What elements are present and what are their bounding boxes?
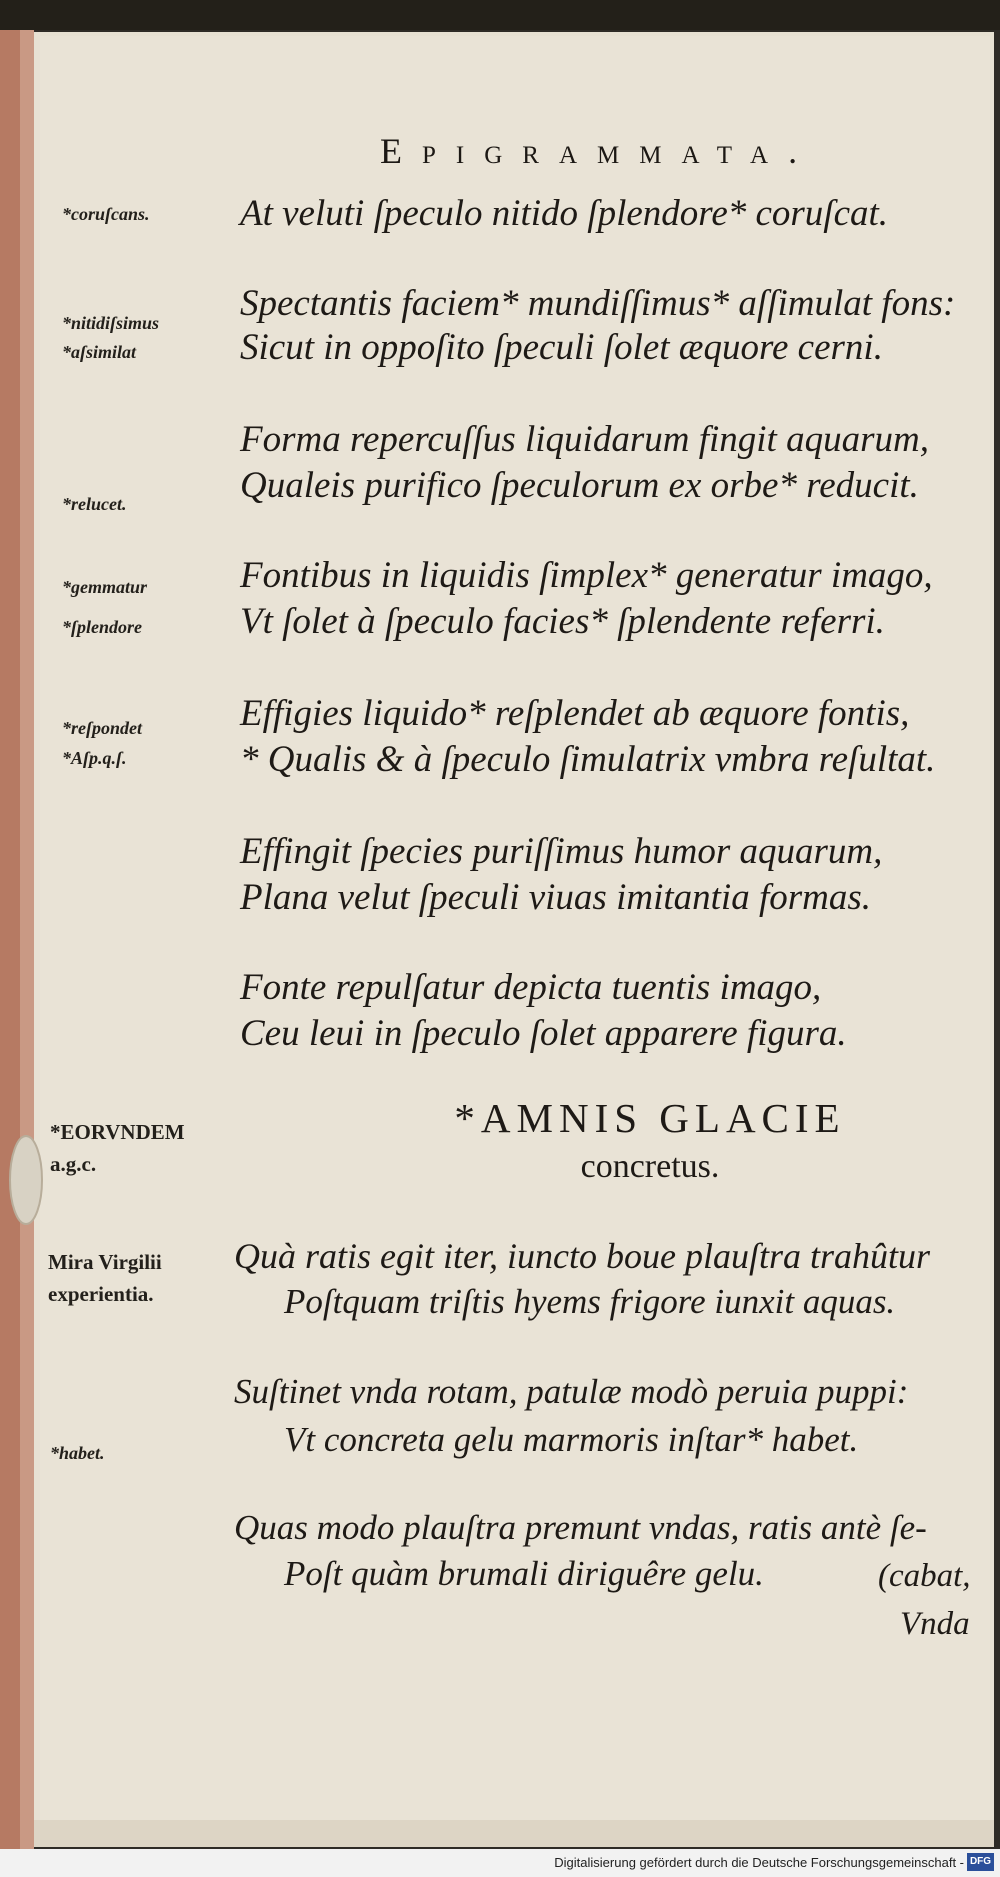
verse-line: Quà ratis egit iter, iuncto boue plauſtra trahûtur	[234, 1236, 931, 1276]
verse-line: At veluti ſpeculo nitido ſplendore* coruſcat.	[240, 193, 889, 234]
margin-note-eorundem-sub: a.g.c.	[50, 1152, 97, 1176]
verse-line: Quas modo plauſtra premunt vndas, ratis antè ſe-	[234, 1508, 927, 1547]
margin-note-experientia: experientia.	[48, 1282, 154, 1306]
verse-line: Sicut in oppoſito ſpeculi ſolet æquore cerni.	[240, 327, 883, 368]
verse-line: Vt ſolet à ſpeculo facies* ſplendente referri.	[240, 601, 885, 642]
verse-line: Qualeis purifico ſpeculorum ex orbe* reducit.	[240, 465, 919, 506]
verse-line: Ceu leui in ſpeculo ſolet apparere figura.	[240, 1013, 847, 1054]
verse-line: Poſtquam triſtis hyems frigore iunxit aquas.	[284, 1282, 896, 1321]
verse-line: Effingit ſpecies puriſſimus humor aquarum,	[240, 831, 883, 872]
margin-note-relucet: *relucet.	[62, 494, 127, 514]
verse-line: Fonte repulſatur depicta tuentis imago,	[240, 967, 822, 1008]
section-subheading: concretus.	[580, 1148, 720, 1185]
verse-line: Fontibus in liquidis ſimplex* generatur imago,	[240, 555, 933, 596]
verse-line: Forma repercuſſus liquidarum fingit aquarum,	[240, 419, 929, 460]
margin-note-nitidissimus: *nitidiſsimus	[62, 313, 160, 333]
verse-line: Spectantis faciem* mundiſſimus* aſſimulat fons:	[240, 283, 956, 324]
verse-tail: (cabat,	[878, 1558, 971, 1594]
margin-note-habet: *habet.	[50, 1443, 105, 1463]
margin-note-coruscans: *coruſcans.	[62, 204, 150, 224]
margin-note-eorundem: *EORVNDEM	[50, 1120, 185, 1144]
verse-line: Poſt quàm brumali diriguêre gelu.	[284, 1554, 764, 1593]
margin-note-gemmatur: *gemmatur	[62, 577, 148, 597]
page-header: Epigrammata.	[380, 131, 818, 171]
verse-line: Vt concreta gelu marmoris inſtar* habet.	[284, 1420, 859, 1459]
verse-line: * Qualis & à ſpeculo ſimulatrix vmbra reſultat.	[240, 739, 936, 780]
catchword: Vnda	[900, 1606, 970, 1642]
verse-line: Suſtinet vnda rotam, patulæ modò peruia puppi:	[234, 1372, 909, 1411]
margin-note-splendore: *ſplendore	[62, 617, 142, 637]
footer-credit: Digitalisierung gefördert durch die Deutsche Forschungsgemeinschaft -	[554, 1855, 964, 1870]
verse-line: Effigies liquido* reſplendet ab æquore fontis,	[240, 693, 910, 734]
dfg-logo: DFG	[967, 1853, 994, 1871]
section-heading: *AMNIS GLACIE	[454, 1095, 846, 1141]
margin-note-assimilat: *aſsimilat	[62, 342, 137, 362]
margin-note-mira: Mira Virgilii	[48, 1250, 162, 1274]
margin-note-respondet: *reſpondet	[62, 718, 142, 738]
margin-note-asp: *Aſp.q.ſ.	[62, 748, 127, 768]
verse-line: Plana velut ſpeculi viuas imitantia formas.	[240, 877, 871, 918]
